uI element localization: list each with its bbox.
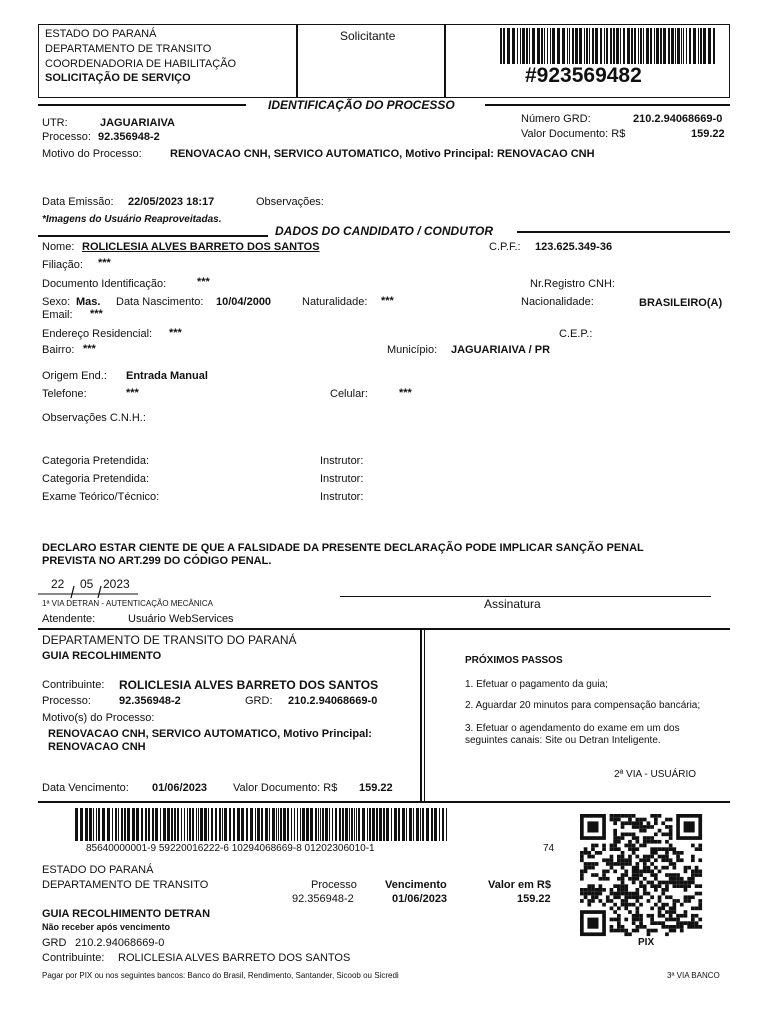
- assinatura-label: Assinatura: [484, 597, 541, 611]
- guia-motivos-line-1: RENOVACAO CNH, SERVICO AUTOMATICO, Motivo Principal:: [48, 728, 372, 740]
- municipio-label: Município:: [387, 344, 438, 356]
- guia-motivos-line-2: RENOVACAO CNH: [48, 741, 146, 753]
- nascimento-label: Data Nascimento:: [116, 296, 204, 308]
- docid-value: ***: [197, 276, 210, 288]
- categoria-label: Categoria Pretendida:: [42, 473, 150, 485]
- obs-cnh-label: Observações C.N.H.:: [42, 412, 146, 424]
- filiacao-value: ***: [98, 257, 111, 269]
- header-divider: [444, 24, 446, 98]
- solicitante-label: Solicitante: [340, 29, 396, 43]
- guia-vencimento-value: 01/06/2023: [152, 782, 208, 794]
- declaration-line-2: PREVISTA NO ART.299 DO CÓDIGO PENAL.: [42, 555, 272, 567]
- origem-label: Origem End.:: [42, 370, 107, 382]
- next-step-3: 3. Efetuar o agendamento do exame em um dos: [465, 723, 680, 734]
- bank-guia-title: GUIA RECOLHIMENTO DETRAN: [42, 908, 211, 920]
- celular-value: ***: [399, 387, 412, 399]
- atendente-value: Usuário WebServices: [128, 613, 234, 625]
- guia-dept: DEPARTAMENTO DE TRANSITO DO PARANÁ: [42, 633, 297, 647]
- motivo-value: RENOVACAO CNH, SERVICO AUTOMATICO, Motivo Principal: RENOVACAO CNH: [170, 148, 595, 160]
- telefone-value: ***: [126, 387, 139, 399]
- emissao-label: Data Emissão:: [42, 196, 114, 208]
- imagens-note: *Imagens do Usuário Reaproveitadas.: [42, 214, 222, 225]
- guia-grd-value: 210.2.94068669-0: [288, 695, 378, 707]
- utr-label: UTR:: [42, 117, 68, 129]
- email-value: ***: [90, 308, 103, 320]
- next-step-3-cont: seguintes canais: Site ou Detran Inteligente.: [465, 735, 661, 746]
- section-rule: [485, 104, 730, 106]
- protocol-number: #923569482: [525, 64, 642, 87]
- instrutor-label: Instrutor:: [320, 491, 364, 503]
- date-year: 2023: [103, 577, 130, 591]
- origem-value: Entrada Manual: [126, 370, 208, 382]
- section-rule: [38, 104, 246, 106]
- date-month: 05: [80, 577, 94, 591]
- pix-qr-code: [580, 814, 708, 938]
- processo-label: Processo:: [42, 131, 91, 143]
- categoria-label: Categoria Pretendida:: [42, 455, 150, 467]
- endereco-value: ***: [169, 327, 182, 339]
- bank-estado: ESTADO DO PARANÁ: [42, 864, 154, 876]
- nacionalidade-label: Nacionalidade:: [521, 296, 594, 308]
- naturalidade-label: Naturalidade:: [302, 296, 368, 308]
- guia-top-rule: [38, 628, 730, 630]
- guia-valor-label: Valor Documento: R$: [233, 782, 338, 794]
- exame-label: Exame Teórico/Técnico:: [42, 491, 160, 503]
- processo-value: 92.356948-2: [98, 131, 160, 143]
- bank-grd-label: GRD: [42, 937, 67, 949]
- next-step-1: 1. Efetuar o pagamento da guia;: [465, 679, 608, 690]
- bank-nao-receber: Não receber após vencimento: [42, 922, 171, 932]
- cep-label: C.E.P.:: [559, 328, 593, 340]
- email-label: Email:: [42, 309, 73, 321]
- naturalidade-value: ***: [381, 295, 394, 307]
- valor-value: 159.22: [691, 128, 725, 140]
- grd-value: 210.2.94068669-0: [633, 113, 723, 125]
- bank-grd-value: 210.2.94068669-0: [75, 937, 165, 949]
- header-coord: COORDENADORIA DE HABILITAÇÃO: [45, 58, 237, 70]
- filiacao-label: Filiação:: [42, 259, 83, 271]
- bank-vencimento-value: 01/06/2023: [392, 893, 448, 905]
- bairro-label: Bairro:: [42, 344, 75, 356]
- guia-divider: [424, 628, 425, 802]
- bank-barcode: [75, 808, 450, 841]
- bank-contribuinte-value: ROLICLESIA ALVES BARRETO DOS SANTOS: [118, 952, 351, 964]
- guia-vencimento-label: Data Vencimento:: [42, 782, 129, 794]
- celular-label: Celular:: [330, 388, 368, 400]
- date-day: 22: [51, 577, 65, 591]
- code-suffix: 74: [543, 843, 555, 854]
- cpf-value: 123.625.349-36: [535, 241, 613, 253]
- nome-value: ROLICLESIA ALVES BARRETO DOS SANTOS: [82, 241, 320, 253]
- bank-valor-value: 159.22: [517, 893, 551, 905]
- sexo-value: Mas.: [76, 296, 101, 308]
- guia-title: GUIA RECOLHIMENTO: [42, 650, 162, 662]
- section-rule: [517, 231, 730, 233]
- next-step-2: 2. Aguardar 20 minutos para compensação bancária;: [465, 700, 701, 711]
- cpf-label: C.P.F.:: [489, 241, 521, 253]
- utr-value: JAGUARIAIVA: [100, 117, 175, 129]
- emissao-value: 22/05/2023 18:17: [128, 196, 215, 208]
- atendente-label: Atendente:: [42, 613, 96, 625]
- bank-vencimento-label: Vencimento: [385, 879, 447, 891]
- sexo-label: Sexo:: [42, 296, 71, 308]
- next-steps-title: PRÓXIMOS PASSOS: [465, 655, 563, 666]
- guia-processo-label: Processo:: [42, 695, 91, 707]
- section-rule: [38, 235, 268, 237]
- guia-contribuinte-value: ROLICLESIA ALVES BARRETO DOS SANTOS: [119, 678, 379, 692]
- nacionalidade-value: BRASILEIRO(A): [639, 297, 723, 309]
- bank-contribuinte-label: Contribuinte:: [42, 952, 105, 964]
- bank-processo-value: 92.356948-2: [292, 893, 354, 905]
- municipio-value: JAGUARIAIVA / PR: [451, 344, 551, 356]
- motivo-label: Motivo do Processo:: [42, 148, 142, 160]
- telefone-label: Telefone:: [42, 388, 87, 400]
- header-doc-title: SOLICITAÇÃO DE SERVIÇO: [45, 72, 191, 84]
- header-divider: [296, 24, 298, 98]
- bank-valor-label: Valor em R$: [488, 879, 551, 891]
- bank-processo-label: Processo: [311, 879, 357, 891]
- bank-footer-note: Pagar por PIX ou nos seguintes bancos: Banco do Brasil, Rendimento, Santander, Sicoob ou Sicredi: [42, 971, 399, 980]
- guia-grd-label: GRD:: [245, 695, 273, 707]
- date-line: [38, 580, 138, 600]
- via3-label: 3ª VIA BANCO: [667, 971, 720, 980]
- docid-label: Documento Identificação:: [42, 278, 167, 290]
- barcode-digits: 85640000001-9 59220016222-6 10294068669-8 01202306010-1: [86, 843, 375, 854]
- candidate-section-title: DADOS DO CANDIDATO / CONDUTOR: [275, 224, 494, 238]
- via1-label: 1ª VIA DETRAN - AUTENTICAÇÃO MECÂNICA: [42, 599, 213, 608]
- declaration-line-1: DECLARO ESTAR CIENTE DE QUE A FALSIDADE DA PRESENTE DECLARAÇÃO PODE IMPLICAR SANÇÃO PENAL: [42, 542, 644, 554]
- guia-processo-value: 92.356948-2: [119, 695, 181, 707]
- via2-label: 2ª VIA - USUÁRIO: [614, 769, 697, 780]
- valor-label: Valor Documento: R$: [521, 128, 626, 140]
- guia-valor-value: 159.22: [359, 782, 393, 794]
- guia-contribuinte-label: Contribuinte:: [42, 679, 105, 691]
- guia-divider: [420, 628, 422, 802]
- grd-label: Número GRD:: [521, 113, 591, 125]
- protocol-barcode: [500, 28, 718, 64]
- bairro-value: ***: [83, 343, 96, 355]
- header-state: ESTADO DO PARANÁ: [45, 28, 157, 40]
- process-section-title: IDENTIFICAÇÃO DO PROCESSO: [268, 98, 455, 112]
- guia-motivos-label: Motivo(s) do Processo:: [42, 712, 155, 724]
- instrutor-label: Instrutor:: [320, 455, 364, 467]
- guia-bottom-rule: [38, 801, 730, 803]
- nascimento-value: 10/04/2000: [216, 296, 272, 308]
- endereco-label: Endereço Residencial:: [42, 328, 153, 340]
- pix-label: PIX: [638, 937, 655, 948]
- bank-dept: DEPARTAMENTO DE TRANSITO: [42, 879, 209, 891]
- header-dept: DEPARTAMENTO DE TRANSITO: [45, 43, 212, 55]
- nome-label: Nome:: [42, 241, 75, 253]
- nrregistro-label: Nr.Registro CNH:: [530, 278, 615, 290]
- observacoes-label: Observações:: [256, 196, 324, 208]
- instrutor-label: Instrutor:: [320, 473, 364, 485]
